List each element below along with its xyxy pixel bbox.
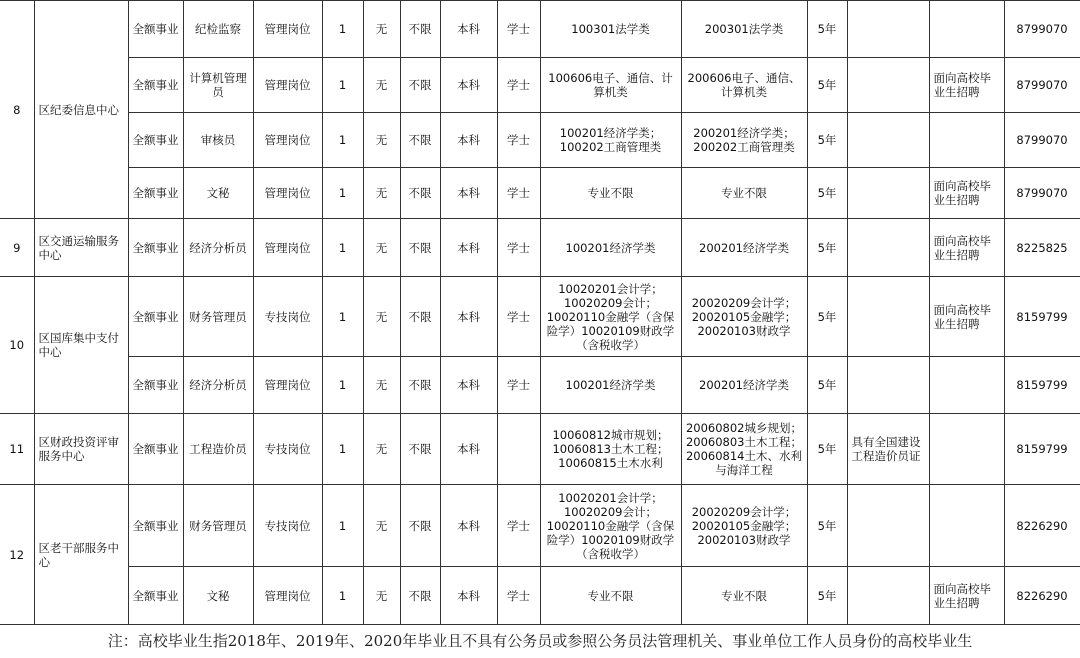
phone-cell: 8159799	[1004, 357, 1080, 414]
postgrad-major-cell: 专业不限	[681, 168, 807, 219]
education-cell: 本科	[440, 219, 497, 277]
education-cell: 本科	[440, 277, 497, 357]
degree-cell: 学士	[497, 168, 540, 219]
degree-cell	[497, 414, 540, 485]
headcount-cell: 1	[322, 113, 363, 168]
job-type-cell: 全额事业	[128, 277, 183, 357]
table-row	[0, 485, 1080, 567]
unit-name-cell: 区老干部服务中 心	[34, 485, 128, 625]
table-row	[0, 58, 1080, 113]
education-cell: 本科	[440, 168, 497, 219]
postgrad-major-cell: 20060802城乡规划； 20060803土木工程； 20060814土木、水利 与海洋工程	[681, 414, 807, 485]
serial-number-cell: 10	[0, 277, 34, 414]
age-limit-cell: 不限	[400, 357, 440, 414]
job-type-cell: 全额事业	[128, 357, 183, 414]
service-years-cell: 5年	[807, 168, 847, 219]
position-name-cell: 审核员	[183, 113, 253, 168]
phone-cell: 8799070	[1004, 168, 1080, 219]
headcount-cell: 1	[322, 567, 363, 625]
phone-cell: 8226290	[1004, 567, 1080, 625]
education-cell: 本科	[440, 58, 497, 113]
age-limit-cell: 不限	[400, 58, 440, 113]
exam-cell: 无	[363, 219, 400, 277]
exam-cell: 无	[363, 277, 400, 357]
remark-cell	[929, 357, 1004, 414]
service-years-cell: 5年	[807, 113, 847, 168]
remark-cell: 面向高校毕 业生招聘	[929, 567, 1004, 625]
headcount-cell: 1	[322, 277, 363, 357]
age-limit-cell: 不限	[400, 168, 440, 219]
headcount-cell: 1	[322, 1, 363, 58]
unit-name-cell: 区交通运输服务 中心	[34, 219, 128, 277]
other-requirement-cell	[847, 58, 929, 113]
table-row	[0, 277, 1080, 357]
other-requirement-cell	[847, 277, 929, 357]
undergrad-major-cell: 100201经济学类	[540, 357, 681, 414]
remark-cell	[929, 414, 1004, 485]
undergrad-major-cell: 10060812城市规划； 10060813土木工程； 10060815土木水利	[540, 414, 681, 485]
table-row	[0, 113, 1080, 168]
exam-cell: 无	[363, 357, 400, 414]
undergrad-major-cell: 10020201会计学； 10020209会计； 10020110金融学（含保 险学）10020109财政学 （含税收学）	[540, 485, 681, 567]
headcount-cell: 1	[322, 357, 363, 414]
job-type-cell: 全额事业	[128, 1, 183, 58]
exam-cell: 无	[363, 113, 400, 168]
table-row	[0, 1, 1080, 58]
service-years-cell: 5年	[807, 567, 847, 625]
table-row	[0, 414, 1080, 485]
age-limit-cell: 不限	[400, 1, 440, 58]
service-years-cell: 5年	[807, 357, 847, 414]
other-requirement-cell	[847, 219, 929, 277]
degree-cell: 学士	[497, 1, 540, 58]
table-row	[0, 357, 1080, 414]
exam-cell: 无	[363, 567, 400, 625]
undergrad-major-cell: 100301法学类	[540, 1, 681, 58]
postgrad-major-cell: 20020209会计学； 20020105金融学； 20020103财政学	[681, 277, 807, 357]
position-category-cell: 管理岗位	[253, 567, 322, 625]
footnote: 注：高校毕业生指2018年、2019年、2020年毕业且不具有公务员或参照公务员法管理机关、事业单位工作人员身份的高校毕业生	[107, 632, 973, 650]
remark-cell	[929, 1, 1004, 58]
remark-cell	[929, 113, 1004, 168]
position-name-cell: 经济分析员	[183, 219, 253, 277]
serial-number-cell: 12	[0, 485, 34, 625]
exam-cell: 无	[363, 58, 400, 113]
service-years-cell: 5年	[807, 219, 847, 277]
postgrad-major-cell: 200201经济学类	[681, 357, 807, 414]
other-requirement-cell	[847, 1, 929, 58]
phone-cell: 8159799	[1004, 414, 1080, 485]
job-type-cell: 全额事业	[128, 414, 183, 485]
service-years-cell: 5年	[807, 1, 847, 58]
job-type-cell: 全额事业	[128, 567, 183, 625]
phone-cell: 8799070	[1004, 113, 1080, 168]
phone-cell: 8799070	[1004, 58, 1080, 113]
remark-cell: 面向高校毕 业生招聘	[929, 277, 1004, 357]
postgrad-major-cell: 专业不限	[681, 567, 807, 625]
degree-cell: 学士	[497, 58, 540, 113]
other-requirement-cell	[847, 357, 929, 414]
service-years-cell: 5年	[807, 485, 847, 567]
exam-cell: 无	[363, 1, 400, 58]
education-cell: 本科	[440, 414, 497, 485]
position-category-cell: 管理岗位	[253, 113, 322, 168]
service-years-cell: 5年	[807, 277, 847, 357]
remark-cell: 面向高校毕 业生招聘	[929, 168, 1004, 219]
remark-cell: 面向高校毕 业生招聘	[929, 219, 1004, 277]
exam-cell: 无	[363, 414, 400, 485]
undergrad-major-cell: 100606电子、通信、计 算机类	[540, 58, 681, 113]
age-limit-cell: 不限	[400, 485, 440, 567]
position-name-cell: 文秘	[183, 168, 253, 219]
position-category-cell: 专技岗位	[253, 485, 322, 567]
degree-cell: 学士	[497, 567, 540, 625]
age-limit-cell: 不限	[400, 219, 440, 277]
phone-cell: 8799070	[1004, 1, 1080, 58]
age-limit-cell: 不限	[400, 277, 440, 357]
unit-name-cell: 区国库集中支付 中心	[34, 277, 128, 414]
position-name-cell: 纪检监察	[183, 1, 253, 58]
age-limit-cell: 不限	[400, 567, 440, 625]
job-type-cell: 全额事业	[128, 219, 183, 277]
position-name-cell: 财务管理员	[183, 485, 253, 567]
position-category-cell: 管理岗位	[253, 357, 322, 414]
degree-cell: 学士	[497, 219, 540, 277]
unit-name-cell: 区财政投资评审 服务中心	[34, 414, 128, 485]
education-cell: 本科	[440, 567, 497, 625]
age-limit-cell: 不限	[400, 414, 440, 485]
service-years-cell: 5年	[807, 414, 847, 485]
postgrad-major-cell: 200301法学类	[681, 1, 807, 58]
degree-cell: 学士	[497, 485, 540, 567]
position-category-cell: 管理岗位	[253, 1, 322, 58]
phone-cell: 8226290	[1004, 485, 1080, 567]
headcount-cell: 1	[322, 219, 363, 277]
other-requirement-cell	[847, 113, 929, 168]
position-category-cell: 管理岗位	[253, 168, 322, 219]
education-cell: 本科	[440, 113, 497, 168]
other-requirement-cell	[847, 567, 929, 625]
headcount-cell: 1	[322, 485, 363, 567]
position-name-cell: 计算机管理 员	[183, 58, 253, 113]
undergrad-major-cell: 10020201会计学； 10020209会计； 10020110金融学（含保 险学）10020109财政学 （含税收学）	[540, 277, 681, 357]
table-row	[0, 567, 1080, 625]
education-cell: 本科	[440, 1, 497, 58]
job-type-cell: 全额事业	[128, 485, 183, 567]
position-name-cell: 经济分析员	[183, 357, 253, 414]
other-requirement-cell	[847, 168, 929, 219]
position-name-cell: 财务管理员	[183, 277, 253, 357]
table-row	[0, 168, 1080, 219]
degree-cell: 学士	[497, 357, 540, 414]
job-type-cell: 全额事业	[128, 113, 183, 168]
exam-cell: 无	[363, 168, 400, 219]
degree-cell: 学士	[497, 277, 540, 357]
exam-cell: 无	[363, 485, 400, 567]
undergrad-major-cell: 专业不限	[540, 168, 681, 219]
postgrad-major-cell: 200606电子、通信、 计算机类	[681, 58, 807, 113]
position-category-cell: 专技岗位	[253, 414, 322, 485]
undergrad-major-cell: 100201经济学类	[540, 219, 681, 277]
education-cell: 本科	[440, 357, 497, 414]
undergrad-major-cell: 专业不限	[540, 567, 681, 625]
other-requirement-cell: 具有全国建设 工程造价员证	[847, 414, 929, 485]
postgrad-major-cell: 200201经济学类	[681, 219, 807, 277]
serial-number-cell: 8	[0, 1, 34, 219]
job-type-cell: 全额事业	[128, 168, 183, 219]
education-cell: 本科	[440, 485, 497, 567]
remark-cell	[929, 485, 1004, 567]
table-row	[0, 219, 1080, 277]
position-category-cell: 管理岗位	[253, 219, 322, 277]
postgrad-major-cell: 200201经济学类； 200202工商管理类	[681, 113, 807, 168]
headcount-cell: 1	[322, 168, 363, 219]
headcount-cell: 1	[322, 58, 363, 113]
position-category-cell: 管理岗位	[253, 58, 322, 113]
serial-number-cell: 11	[0, 414, 34, 485]
job-type-cell: 全额事业	[128, 58, 183, 113]
age-limit-cell: 不限	[400, 113, 440, 168]
phone-cell: 8225825	[1004, 219, 1080, 277]
undergrad-major-cell: 100201经济学类； 100202工商管理类	[540, 113, 681, 168]
postgrad-major-cell: 20020209会计学； 20020105金融学； 20020103财政学	[681, 485, 807, 567]
position-name-cell: 文秘	[183, 567, 253, 625]
remark-cell: 面向高校毕 业生招聘	[929, 58, 1004, 113]
serial-number-cell: 9	[0, 219, 34, 277]
unit-name-cell: 区纪委信息中心	[34, 1, 128, 219]
position-category-cell: 专技岗位	[253, 277, 322, 357]
headcount-cell: 1	[322, 414, 363, 485]
service-years-cell: 5年	[807, 58, 847, 113]
other-requirement-cell	[847, 485, 929, 567]
phone-cell: 8159799	[1004, 277, 1080, 357]
degree-cell: 学士	[497, 113, 540, 168]
position-name-cell: 工程造价员	[183, 414, 253, 485]
